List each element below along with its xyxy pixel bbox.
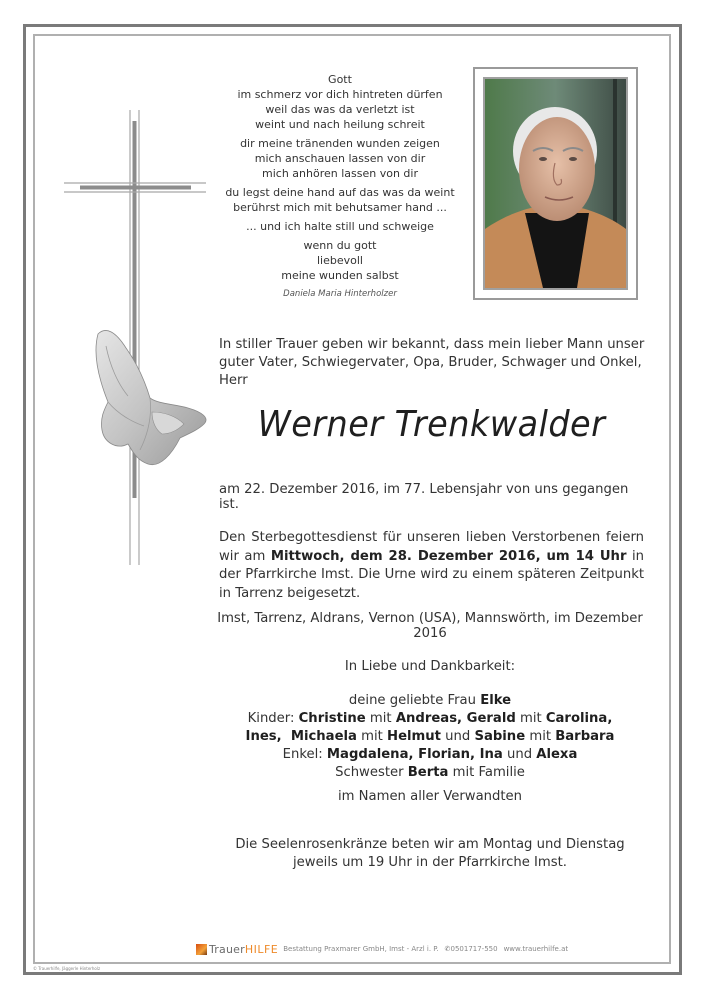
funeral-text: in der Pfarrkirche Imst. Die Urne wird zu einem späteren Zeitpunkt in Tarrenz beigesetzt. bbox=[219, 548, 644, 601]
poem-line: mich anhören lassen von dir bbox=[262, 167, 418, 180]
poem-stanza bbox=[215, 136, 465, 181]
mourner-text: Enkel: bbox=[282, 747, 327, 762]
poem-line: wenn du gott bbox=[303, 239, 377, 252]
thanks-line: In Liebe und Dankbarkeit: bbox=[344, 659, 516, 674]
rosary-line: Die Seelenrosenkränze beten wir am Montag und Dienstag bbox=[235, 837, 625, 852]
phone-number: ✆0501717-550 bbox=[444, 945, 498, 953]
death-date: am 22. Dezember 2016, im 77. Lebensjahr von uns gegangen ist. bbox=[219, 482, 629, 512]
poem-line: Gott bbox=[328, 73, 352, 86]
poem-line: mich anschauen lassen von dir bbox=[254, 152, 426, 165]
mourner-name: Berta bbox=[407, 765, 449, 780]
rosary-info bbox=[215, 836, 645, 872]
announcement-intro: In stiller Trauer geben wir bekannt, dass mein lieber Mann unser guter Vater, Schwiegervater, Opa, Bruder, Schwager und Onkel, Herr bbox=[219, 337, 645, 388]
mourner-text: mit bbox=[525, 729, 556, 744]
mourner-name: Ines, Michaela bbox=[245, 729, 357, 744]
poem-stanza bbox=[215, 238, 465, 283]
funeral-info bbox=[219, 529, 644, 603]
mourner-line bbox=[240, 746, 620, 764]
portrait-image bbox=[485, 79, 626, 288]
mourner-text: Kinder: bbox=[247, 711, 299, 726]
mourner-text: mit bbox=[365, 711, 396, 726]
mourner-name: Alexa bbox=[536, 747, 578, 762]
logo-text: Trauer bbox=[209, 942, 245, 956]
mourner-text: mit bbox=[356, 729, 388, 744]
mourner-name: Magdalena, Florian, Ina bbox=[326, 747, 503, 762]
mourner-name: Barbara bbox=[555, 729, 615, 744]
mourner-text: mit Familie bbox=[448, 765, 525, 780]
rosary-line: jeweils um 19 Uhr in der Pfarrkirche Imst. bbox=[293, 855, 567, 870]
mourner-text: und bbox=[440, 729, 475, 744]
poem-line: berührst mich mit behutsamer hand ... bbox=[233, 201, 447, 214]
poem-line: weint und nach heilung schreit bbox=[255, 118, 425, 131]
funeral-date: Mittwoch, dem 28. Dezember 2016, um 14 Uhr bbox=[270, 548, 627, 564]
deceased-name: Werner Trenkwalder bbox=[257, 404, 606, 445]
mourner-name: Carolina, bbox=[545, 711, 613, 726]
mourner-name: Andreas, Gerald bbox=[395, 711, 516, 726]
company-name: Bestattung Praxmarer GmbH, Imst - Arzl i. P. bbox=[283, 945, 439, 953]
website-link[interactable]: www.trauerhilfe.at bbox=[503, 945, 569, 953]
praying-hands-icon bbox=[92, 326, 212, 476]
poem-line: weil das was da verletzt ist bbox=[265, 103, 415, 116]
mourners-list bbox=[240, 692, 620, 782]
poem-stanza bbox=[215, 219, 465, 234]
mourner-text: und bbox=[502, 747, 537, 762]
image-credit: © Trauerhilfe, Jäggerle Hinterholz bbox=[33, 966, 101, 971]
poem-line: im schmerz vor dich hintreten dürfen bbox=[237, 88, 443, 101]
relatives-line: im Namen aller Verwandten bbox=[337, 789, 523, 804]
funeral-text: Den Sterbegottesdienst für unseren lieben Verstorbenen feiern wir am bbox=[219, 530, 644, 564]
mourner-text: deine geliebte Frau bbox=[348, 693, 481, 708]
logo-icon bbox=[196, 944, 207, 955]
places-date: Imst, Tarrenz, Aldrans, Vernon (USA), Mannswörth, im Dezember 2016 bbox=[217, 611, 643, 641]
footer bbox=[196, 942, 574, 956]
poem bbox=[215, 72, 465, 302]
mourner-line bbox=[240, 764, 620, 782]
mourner-name: Christine bbox=[298, 711, 366, 726]
logo-text-accent: HILFE bbox=[244, 942, 279, 956]
poem-stanza bbox=[215, 185, 465, 215]
poem-line: meine wunden salbst bbox=[281, 269, 399, 282]
poem-line: dir meine tränenden wunden zeigen bbox=[240, 137, 440, 150]
mourner-line bbox=[240, 710, 620, 728]
poem-line: du legst deine hand auf das was da weint bbox=[225, 186, 455, 199]
mourner-text: Schwester bbox=[335, 765, 408, 780]
poem-line: ... und ich halte still und schweige bbox=[246, 220, 434, 233]
poem-author: Daniela Maria Hinterholzer bbox=[283, 289, 397, 299]
mourner-name: Sabine bbox=[474, 729, 526, 744]
portrait-photo bbox=[483, 77, 628, 290]
mourner-line bbox=[240, 692, 620, 710]
poem-stanza bbox=[215, 72, 465, 132]
mourner-name: Elke bbox=[480, 693, 512, 708]
mourner-text: mit bbox=[515, 711, 546, 726]
mourner-line bbox=[240, 728, 620, 746]
poem-line: liebevoll bbox=[317, 254, 363, 267]
mourner-name: Helmut bbox=[387, 729, 441, 744]
portrait-frame bbox=[473, 67, 638, 300]
